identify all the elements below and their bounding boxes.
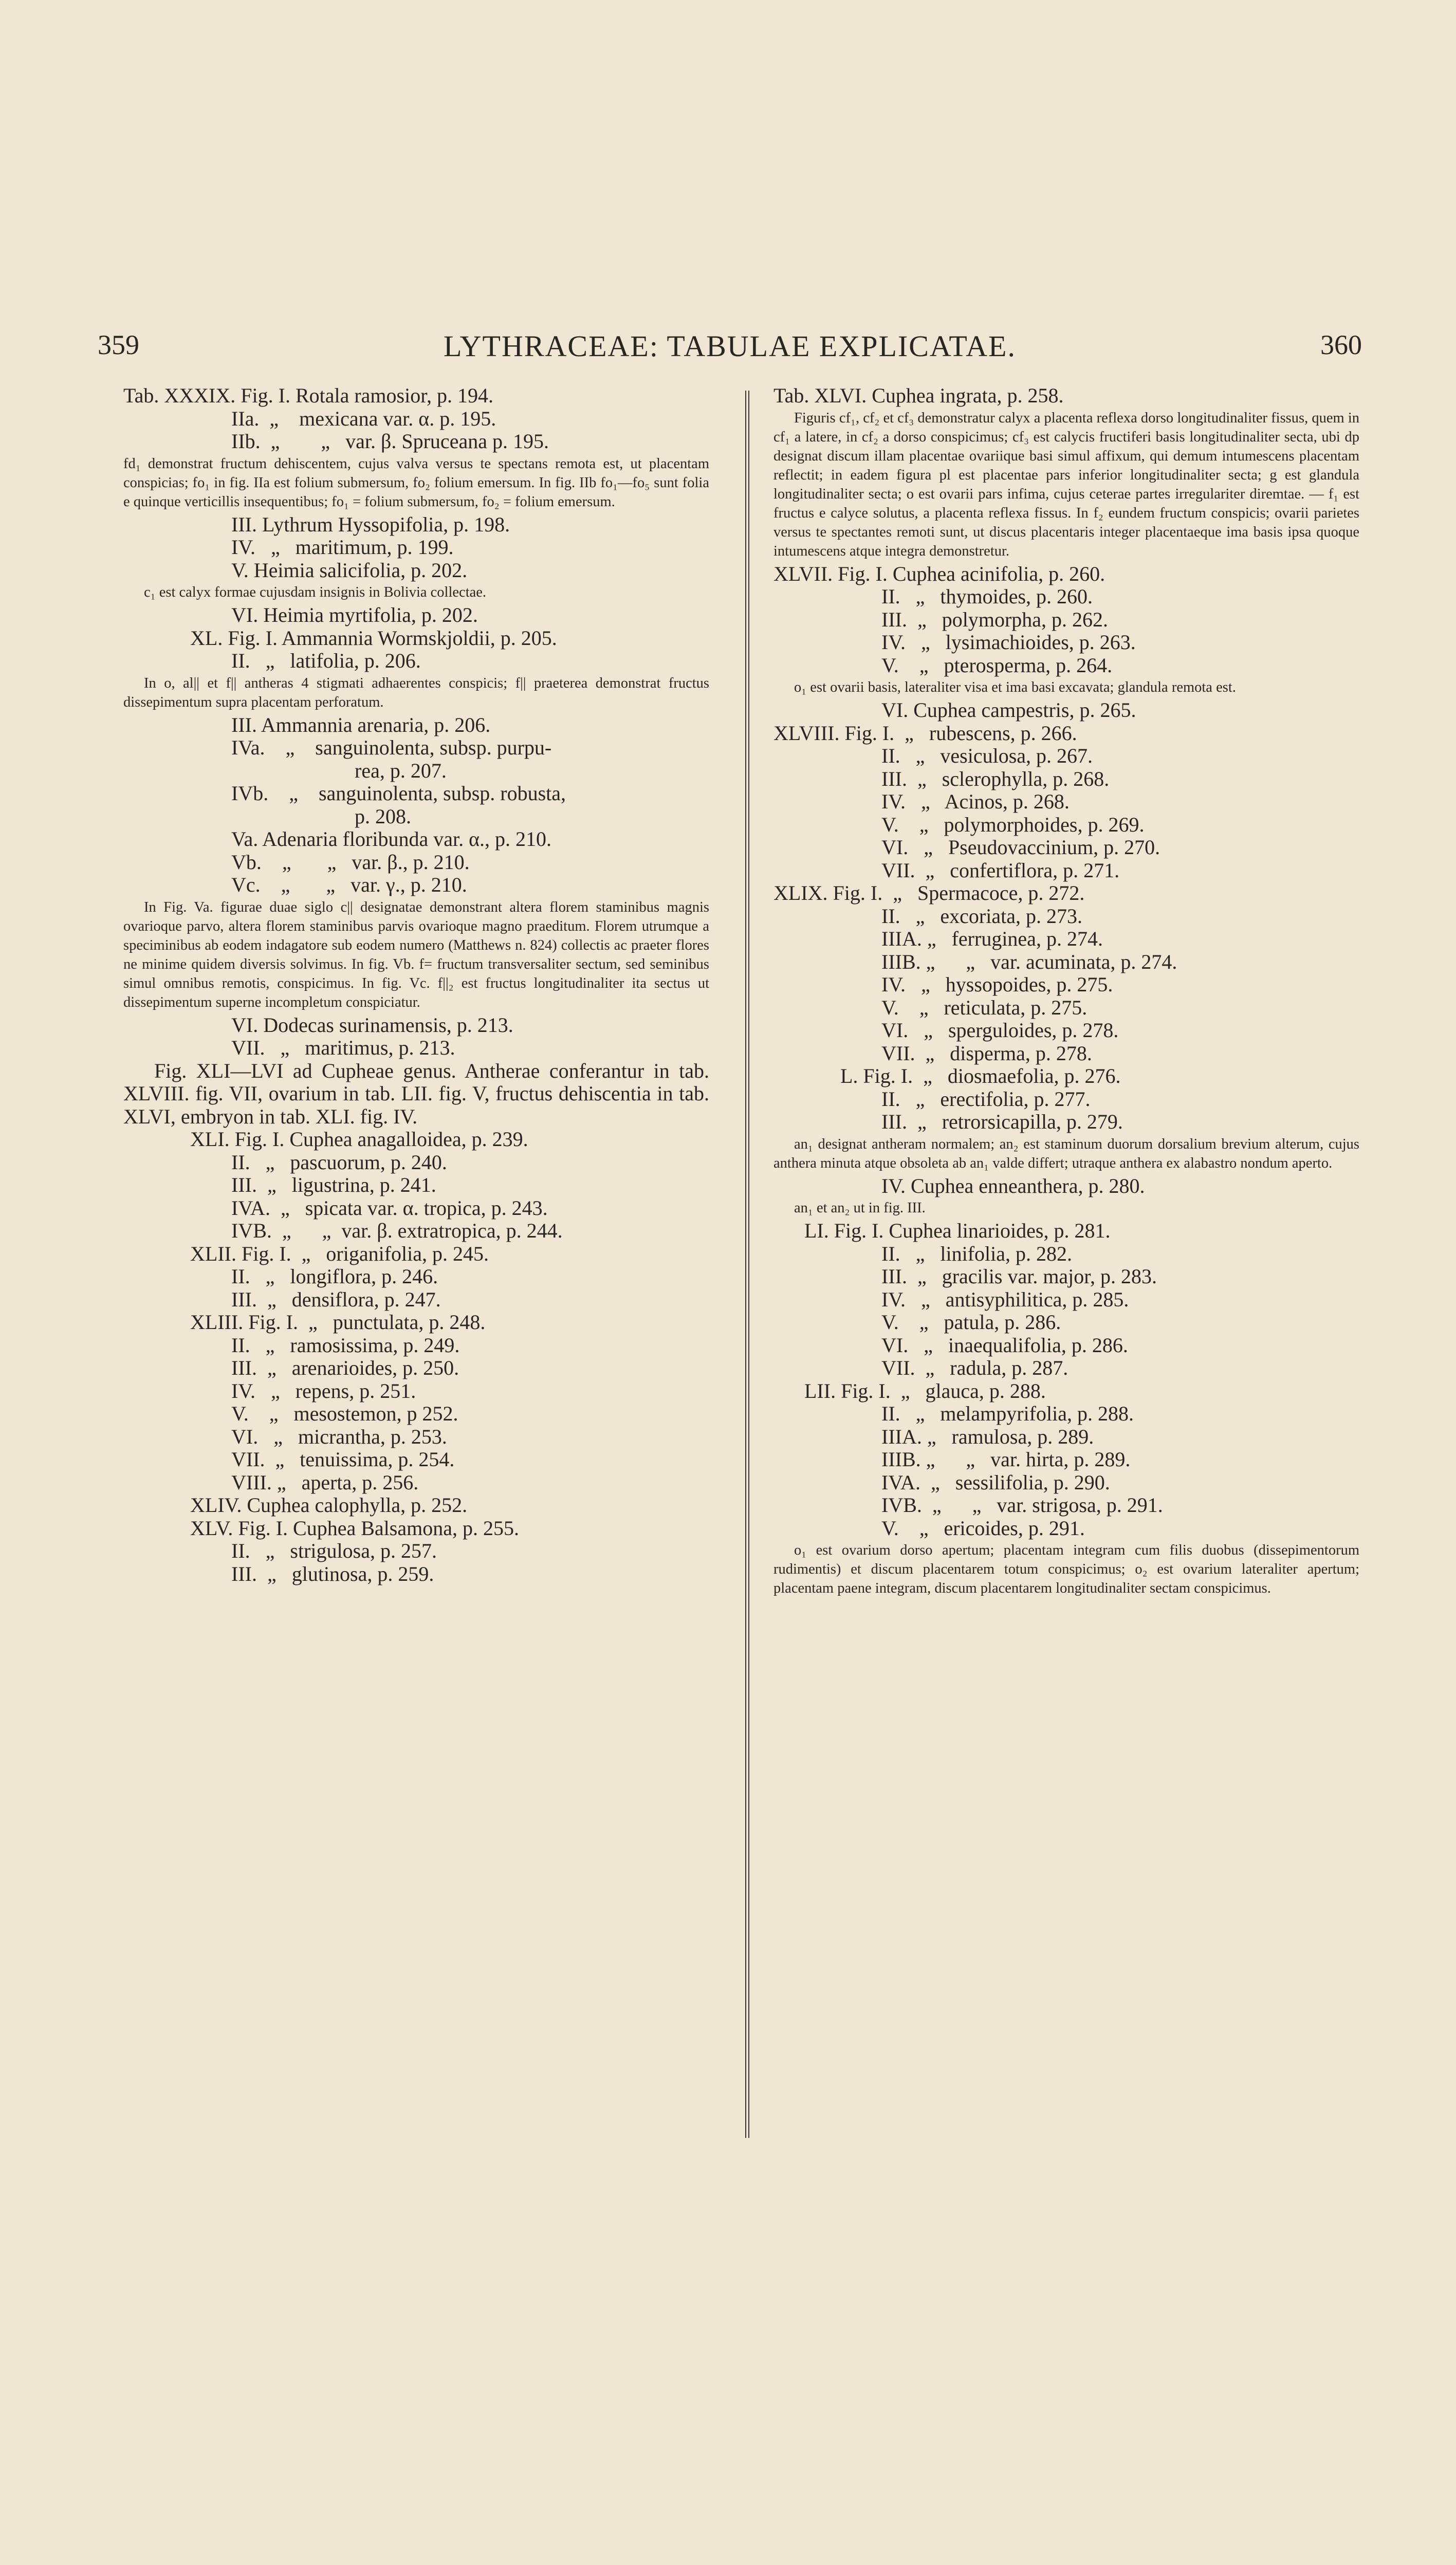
plate-entry: II. „ vesiculosa, p. 267.: [881, 744, 1093, 767]
plate-entry: IIIA. „ ramulosa, p. 289.: [881, 1425, 1094, 1448]
plate-entry: IIa. „ mexicana var. α. p. 195.: [231, 407, 496, 430]
caption-note: c₁ est calyx formae cujusdam insignis in Bolivia collectae.: [144, 584, 487, 600]
plate-entry: LI. Fig. I. Cuphea linarioides, p. 281.: [804, 1219, 1111, 1242]
plate-entry: IVa. „ sanguinolenta, subsp. purpu-: [231, 736, 552, 759]
plate-entry: III. „ retrorsicapilla, p. 279.: [881, 1110, 1123, 1133]
caption-note: an₁ designat antheram normalem; an₂ est staminum duorum dorsalium brevium alterum, cujus anthera minuta atque obsoleta ab an₁ valde differt; utraque anthera ex alabastro nondum aperto.: [773, 1136, 1359, 1171]
plate-entry: IIb. „ „ var. β. Spruceana p. 195.: [231, 430, 549, 453]
caption-note: In Fig. Va. figurae duae siglo c|| designatae demonstrant altera florem staminibus magnis ovarioque parvo, altera florem staminibus parvis ovarioque magno praeditum. Florem utrumque a speciminibus ab eodem indagatore sub eodem numero (Matthews n. 824) collectis ac praeter flores ne minime quidem diversis solvimus. In fig. Vb. f= fructum transversaliter sectum, sed seminibus simul omnibus remotis, conspicimus. In fig. Vc. f||₂ est fructus longitudinaliter ita sectus ut dissepimentum superne incompletum conspiciatur.: [123, 899, 709, 1010]
plate-entry: II. „ ramosissima, p. 249.: [231, 1333, 460, 1357]
plate-entry: III. „ arenarioides, p. 250.: [231, 1356, 459, 1379]
plate-entry: IV. „ Acinos, p. 268.: [881, 790, 1070, 813]
plate-entry: VII. „ disperma, p. 278.: [881, 1041, 1092, 1065]
plate-entry: II. „ excoriata, p. 273.: [881, 904, 1082, 928]
page-number-left: 359: [98, 329, 139, 360]
plate-entry: Va. Adenaria floribunda var. α., p. 210.: [231, 827, 552, 851]
plate-entry: XLIV. Cuphea calophylla, p. 252.: [190, 1493, 468, 1517]
plate-entry: XL. Fig. I. Ammannia Wormskjoldii, p. 205.: [190, 626, 557, 650]
plate-entry: VI. „ micrantha, p. 253.: [231, 1425, 447, 1448]
plate-entry: IIIB. „ „ var. hirta, p. 289.: [881, 1448, 1131, 1471]
plate-entry: VI. Dodecas surinamensis, p. 213.: [231, 1013, 513, 1037]
plate-entry: p. 208.: [231, 804, 411, 828]
plate-entry: XLII. Fig. I. „ origanifolia, p. 245.: [190, 1242, 489, 1265]
plate-entry: VI. Cuphea campestris, p. 265.: [881, 698, 1136, 722]
plate-entry: IIIB. „ „ var. acuminata, p. 274.: [881, 950, 1177, 973]
plate-entry: V. „ reticulata, p. 275.: [881, 995, 1088, 1019]
plate-entry: Vb. „ „ var. β., p. 210.: [231, 850, 470, 874]
plate-entry: Tab. XXXIX. Fig. I. Rotala ramosior, p. 194.: [123, 384, 493, 407]
plate-entry: III. Lythrum Hyssopifolia, p. 198.: [231, 512, 510, 536]
plate-entry: II. „ latifolia, p. 206.: [231, 649, 421, 672]
plate-entry: IV. „ maritimum, p. 199.: [231, 536, 454, 559]
plate-entry: VI. „ inaequalifolia, p. 286.: [881, 1333, 1128, 1357]
plate-entry: IV. Cuphea enneanthera, p. 280.: [881, 1174, 1145, 1197]
plate-entry: XLVII. Fig. I. Cuphea acinifolia, p. 260.: [773, 562, 1105, 585]
plate-entry: Tab. XLVI. Cuphea ingrata, p. 258.: [773, 384, 1064, 407]
paragraph: Fig. XLI—LVI ad Cupheae genus. Antherae conferantur in tab. XLVIII. fig. VII, ovarium in tab. LII. fig. V, fructus dehiscentia in tab. XLVI, embryon in tab. XLI. fig. IV.: [123, 1059, 709, 1128]
caption-note: In o, al|| et f|| antheras 4 stigmati adhaerentes conspicis; f|| praeterea demonstrat fructus dissepimentum supra placentam perforatum.: [123, 675, 709, 710]
plate-entry: XLVIII. Fig. I. „ rubescens, p. 266.: [773, 721, 1077, 745]
plate-entry: VII. „ confertiflora, p. 271.: [881, 858, 1120, 882]
plate-entry: IVB. „ „ var. β. extratropica, p. 244.: [231, 1219, 563, 1242]
caption-note: fd₁ demonstrat fructum dehiscentem, cujus valva versus te spectans remota est, ut placentam conspicias; fo₁ in fig. IIa est folium submersum, fo₂ folium emersum. In fig. IIb fo₁—fo₅ sunt folia e quinque verticillis insequentibus; fo₁ = folium submersum, fo₂ = folium emersum.: [123, 455, 709, 510]
plate-entry: VI. „ sperguloides, p. 278.: [881, 1019, 1119, 1042]
plate-entry: II. „ linifolia, p. 282.: [881, 1242, 1073, 1265]
plate-entry: II. „ melampyrifolia, p. 288.: [881, 1402, 1134, 1425]
plate-entry: V. „ polymorphoides, p. 269.: [881, 813, 1145, 836]
left-column: [123, 384, 709, 1585]
plate-entry: rea, p. 207.: [231, 759, 447, 782]
plate-entry: VIII. „ aperta, p. 256.: [231, 1470, 419, 1494]
plate-entry: XLV. Fig. I. Cuphea Balsamona, p. 255.: [190, 1516, 519, 1540]
caption-note: o₁ est ovarium dorso apertum; placentam integram cum filis duobus (dissepimentorum rudimentis) et discum placentarem totum conspicimus; o₂ est ovarium lateraliter apertum; placentam paene integram, discum placentarem longitudinaliter sectam conspicimus.: [773, 1542, 1359, 1596]
plate-entry: V. „ mesostemon, p 252.: [231, 1402, 458, 1425]
plate-entry: VII. „ radula, p. 287.: [881, 1356, 1068, 1379]
plate-entry: IVA. „ spicata var. α. tropica, p. 243.: [231, 1196, 548, 1220]
plate-entry: III. „ polymorpha, p. 262.: [881, 607, 1109, 631]
plate-entry: VI. Heimia myrtifolia, p. 202.: [231, 603, 478, 626]
plate-entry: II. „ strigulosa, p. 257.: [231, 1539, 437, 1562]
plate-entry: III. „ gracilis var. major, p. 283.: [881, 1265, 1157, 1288]
plate-entry: V. „ ericoides, p. 291.: [881, 1516, 1085, 1540]
plate-entry: IV. „ antisyphilitica, p. 285.: [881, 1287, 1129, 1311]
plate-entry: II. „ longiflora, p. 246.: [231, 1265, 438, 1288]
plate-entry: II. „ pascuorum, p. 240.: [231, 1150, 447, 1174]
plate-entry: V. „ patula, p. 286.: [881, 1311, 1061, 1334]
page-header: [98, 329, 1362, 370]
caption-note: an₁ et an₂ ut in fig. III.: [794, 1200, 926, 1216]
plate-entry: III. „ glutinosa, p. 259.: [231, 1562, 434, 1585]
plate-entry: XLIII. Fig. I. „ punctulata, p. 248.: [190, 1311, 486, 1334]
plate-entry: III. „ densiflora, p. 247.: [231, 1287, 441, 1311]
plate-entry: LII. Fig. I. „ glauca, p. 288.: [804, 1379, 1046, 1403]
plate-entry: III. „ ligustrina, p. 241.: [231, 1173, 436, 1196]
plate-entry: III. „ sclerophylla, p. 268.: [881, 767, 1110, 790]
plate-entry: L. Fig. I. „ diosmaefolia, p. 276.: [840, 1064, 1121, 1087]
plate-entry: IV. „ lysimachioides, p. 263.: [881, 631, 1136, 654]
plate-entry: VII. „ maritimus, p. 213.: [231, 1036, 455, 1059]
plate-entry: II. „ thymoides, p. 260.: [881, 585, 1093, 608]
plate-entry: IVB. „ „ var. strigosa, p. 291.: [881, 1493, 1163, 1517]
plate-entry: Vc. „ „ var. γ., p. 210.: [231, 873, 467, 896]
plate-entry: V. „ pterosperma, p. 264.: [881, 653, 1113, 677]
plate-entry: XLIX. Fig. I. „ Spermacoce, p. 272.: [773, 881, 1085, 905]
plate-entry: III. Ammannia arenaria, p. 206.: [231, 713, 491, 736]
page-number-right: 360: [1320, 329, 1362, 360]
plate-entry: IIIA. „ ferruginea, p. 274.: [881, 927, 1103, 950]
plate-entry: XLI. Fig. I. Cuphea anagalloidea, p. 239.: [190, 1128, 528, 1151]
plate-entry: IVA. „ sessilifolia, p. 290.: [881, 1470, 1110, 1494]
caption-note: o₁ est ovarii basis, lateraliter visa et ima basi excavata; glandula remota est.: [794, 679, 1236, 695]
caption-note: Figuris cf₁, cf₂ et cf₃ demonstratur calyx a placenta reflexa dorso longitudinaliter fissus, quem in cf₁ a latere, in cf₂ a dorso conspicimus; cf₃ est calycis fructiferi basis longitudinaliter secta, ubi dp designat discum illam placentae ovariique basi simul affixum, qui demum intumescens placentam reflectit; in eadem figura pl est placentae pars inferior longitudinaliter secta; g est glandula longitudinaliter secta; o est ovarii pars infima, cujus ceterae partes irregulariter diremtae. — f₁ est fructus e calyce solutus, a placenta reflexa fissus. In f₂ eundem fructum conspicis; ovarii parietes versus te spectantes remoti sunt, ut discus placentaris integer placentaeque ima basis ipsa quoque intumescens atque integra demonstretur.: [773, 410, 1359, 559]
plate-entry: IV. „ hyssopoides, p. 275.: [881, 973, 1113, 996]
plate-entry: IVb. „ sanguinolenta, subsp. robusta,: [231, 782, 566, 805]
plate-entry: VII. „ tenuissima, p. 254.: [231, 1448, 455, 1471]
column-divider: [745, 391, 749, 2138]
plate-entry: VI. „ Pseudovaccinium, p. 270.: [881, 836, 1160, 859]
plate-entry: IV. „ repens, p. 251.: [231, 1379, 416, 1403]
plate-entry: II. „ erectifolia, p. 277.: [881, 1087, 1091, 1111]
running-title: LYTHRACEAE: TABULAE EXPLICATAE.: [444, 329, 1016, 363]
right-column: [773, 384, 1359, 1600]
plate-entry: V. Heimia salicifolia, p. 202.: [231, 558, 468, 582]
